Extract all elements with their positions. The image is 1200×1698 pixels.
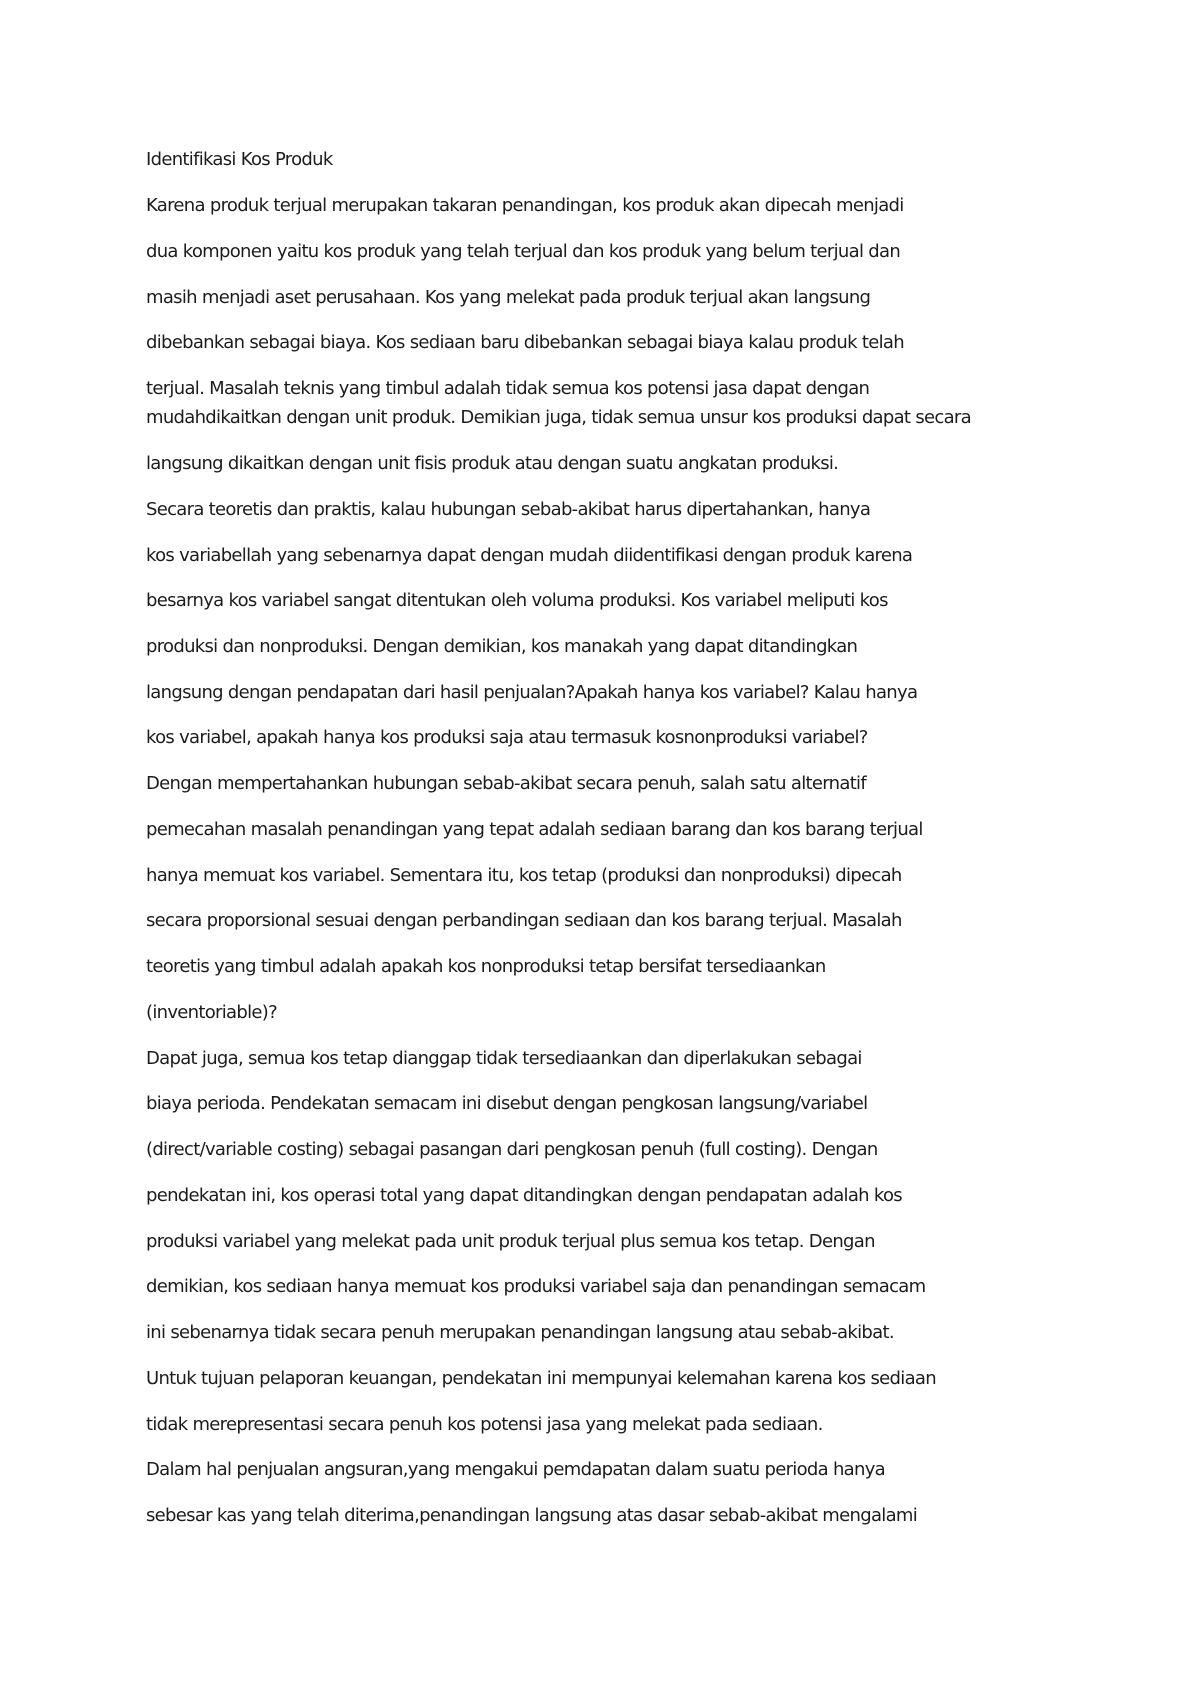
text-line: dua komponen yaitu kos produk yang telah terjual dan kos produk yang belum terjual dan xyxy=(146,241,901,262)
text-line: kos variabellah yang sebenarnya dapat dengan mudah diidentifikasi dengan produk karena xyxy=(146,545,913,566)
text-line: produksi dan nonproduksi. Dengan demikian, kos manakah yang dapat ditandingkan xyxy=(146,636,858,657)
text-line: pemecahan masalah penandingan yang tepat adalah sediaan barang dan kos barang terjual xyxy=(146,819,923,840)
text-line: Secara teoretis dan praktis, kalau hubungan sebab-akibat harus dipertahankan, hanya xyxy=(146,499,871,520)
text-line: ini sebenarnya tidak secara penuh merupakan penandingan langsung atau sebab-akibat. xyxy=(146,1322,894,1343)
text-line: sebesar kas yang telah diterima,penandingan langsung atas dasar sebab-akibat mengalami xyxy=(146,1505,918,1526)
text-line: kos variabel, apakah hanya kos produksi saja atau termasuk kosnonproduksi variabel? xyxy=(146,727,868,748)
text-line: Dengan mempertahankan hubungan sebab-akibat secara penuh, salah satu alternatif xyxy=(146,773,866,794)
text-line: Karena produk terjual merupakan takaran penandingan, kos produk akan dipecah menjadi xyxy=(146,195,904,216)
text-line: langsung dengan pendapatan dari hasil penjualan?Apakah hanya kos variabel? Kalau hanya xyxy=(146,682,918,703)
text-line: besarnya kos variabel sangat ditentukan oleh voluma produksi. Kos variabel meliputi kos xyxy=(146,590,888,611)
text-line: dibebankan sebagai biaya. Kos sediaan baru dibebankan sebagai biaya kalau produk telah xyxy=(146,332,904,353)
text-line: demikian, kos sediaan hanya memuat kos produksi variabel saja dan penandingan semacam xyxy=(146,1276,926,1297)
text-line: langsung dikaitkan dengan unit fisis produk atau dengan suatu angkatan produksi. xyxy=(146,453,839,474)
text-line: (direct/variable costing) sebagai pasangan dari pengkosan penuh (full costing). Dengan xyxy=(146,1139,878,1160)
text-line: pendekatan ini, kos operasi total yang dapat ditandingkan dengan pendapatan adalah kos xyxy=(146,1185,902,1206)
text-line: Untuk tujuan pelaporan keuangan, pendekatan ini mempunyai kelemahan karena kos sediaan xyxy=(146,1368,936,1389)
document-title: Identifikasi Kos Produk xyxy=(146,149,333,170)
text-line: mudahdikaitkan dengan unit produk. Demikian juga, tidak semua unsur kos produksi dapat secara xyxy=(146,407,971,428)
text-line: terjual. Masalah teknis yang timbul adalah tidak semua kos potensi jasa dapat dengan xyxy=(146,378,870,399)
text-line: teoretis yang timbul adalah apakah kos nonproduksi tetap bersifat tersediaankan xyxy=(146,956,826,977)
text-line: produksi variabel yang melekat pada unit produk terjual plus semua kos tetap. Dengan xyxy=(146,1231,875,1252)
text-line: Dapat juga, semua kos tetap dianggap tidak tersediaankan dan diperlakukan sebagai xyxy=(146,1048,862,1069)
text-line: biaya perioda. Pendekatan semacam ini disebut dengan pengkosan langsung/variabel xyxy=(146,1093,868,1114)
text-line: (inventoriable)? xyxy=(146,1002,277,1023)
text-line: Dalam hal penjualan angsuran,yang mengakui pemdapatan dalam suatu perioda hanya xyxy=(146,1459,886,1480)
text-line: hanya memuat kos variabel. Sementara itu, kos tetap (produksi dan nonproduksi) dipecah xyxy=(146,865,902,886)
text-line: secara proporsional sesuai dengan perbandingan sediaan dan kos barang terjual. Masalah xyxy=(146,910,902,931)
text-line: tidak merepresentasi secara penuh kos potensi jasa yang melekat pada sediaan. xyxy=(146,1414,823,1435)
text-line: masih menjadi aset perusahaan. Kos yang melekat pada produk terjual akan langsung xyxy=(146,287,871,308)
